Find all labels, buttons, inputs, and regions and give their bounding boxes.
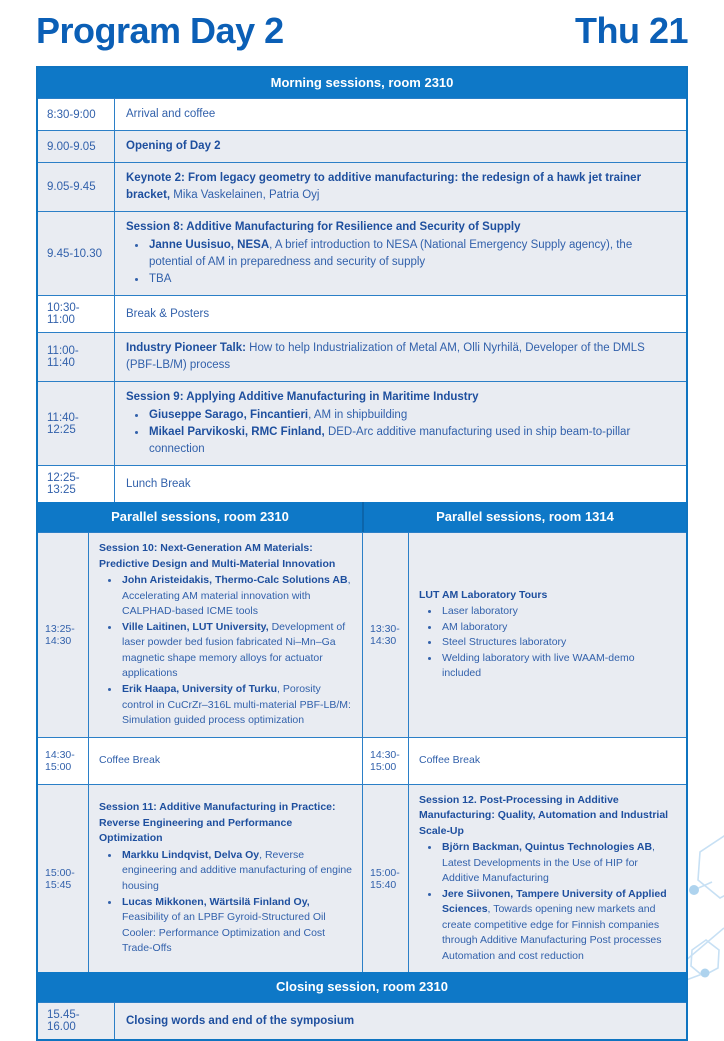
- schedule-row: [38, 211, 686, 295]
- bold-text: Session 10: Next-Generation AM Materials: Predictive Design and Multi-Material Innovation: [99, 542, 336, 570]
- time-cell: 14:30-15:00: [38, 737, 88, 784]
- bold-text: Lucas Mikkonen, Wärtsilä Finland Oy,: [122, 895, 310, 908]
- paragraph: [419, 588, 676, 604]
- bold-text: LUT AM Laboratory Tours: [419, 588, 548, 601]
- bullet-item: [147, 271, 675, 288]
- paragraph: [126, 138, 675, 155]
- parallel-right-header: Parallel sessions, room 1314: [362, 502, 686, 532]
- content-cell: [114, 382, 686, 465]
- content-cell: [114, 1003, 686, 1039]
- bullet-item: [120, 682, 352, 729]
- content-cell: [114, 163, 686, 211]
- morning-sessions-header: Morning sessions, room 2310: [38, 68, 686, 98]
- text: , Porosity control in CuCrZr–316L multi-material PBF-LB/M: Simulation guided process optimization: [122, 683, 351, 727]
- schedule-row: [38, 162, 686, 211]
- text: Coffee Break: [99, 753, 161, 766]
- text: How to help Industrialization of Metal AM, Olli Nyrhilä, Developer of the DMLS (PBF-LB/M) process: [126, 342, 645, 372]
- content-cell: [408, 784, 686, 973]
- text: , Latest Developments in the Use of HIP for Additive Manufacturing: [442, 841, 655, 885]
- bullet-list: [126, 407, 675, 458]
- text: Break & Posters: [126, 307, 210, 320]
- morning-rows: [38, 98, 686, 502]
- bullet-item: [440, 620, 676, 636]
- paragraph: [99, 753, 352, 769]
- content-cell: [408, 737, 686, 784]
- time-cell: 11:00-11:40: [38, 333, 114, 381]
- bullet-list: [126, 237, 675, 288]
- paragraph: [126, 389, 675, 406]
- paragraph: [126, 340, 675, 374]
- text: TBA: [149, 273, 172, 286]
- bold-text: Session 11: Additive Manufacturing in Practice: Reverse Engineering and Performance Optimization: [99, 801, 336, 845]
- text: Welding laboratory with live WAAM-demo included: [442, 651, 635, 680]
- bullet-item: [120, 620, 352, 682]
- text: Development of laser powder bed fusion fabricated Ni–Mn–Ga magnetic shape memory alloys for actuator applications: [122, 620, 346, 680]
- bold-text: Session 8: Additive Manufacturing for Resilience and Security of Supply: [126, 221, 521, 234]
- bold-text: Ville Laitinen, LUT University,: [122, 620, 269, 633]
- time-cell: 12:25-13:25: [38, 466, 114, 502]
- time-cell: 10:30-11:00: [38, 296, 114, 332]
- bold-text: Janne Uusisuo, NESA: [149, 239, 270, 252]
- time-cell: 9.00-9.05: [38, 131, 114, 162]
- closing-session-header: Closing session, room 2310: [38, 972, 686, 1002]
- bold-text: John Aristeidakis, Thermo-Calc Solutions AB: [122, 574, 348, 587]
- schedule-row: [38, 295, 686, 332]
- paragraph: [126, 1013, 675, 1030]
- bullet-list: [419, 840, 676, 964]
- bullet-item: [440, 651, 676, 682]
- bullet-item: [147, 424, 675, 458]
- closing-rows: [38, 1002, 686, 1039]
- text: Arrival and coffee: [126, 108, 216, 120]
- bullet-item: [147, 407, 675, 424]
- text: Laser laboratory: [442, 605, 518, 618]
- bold-text: Markku Lindqvist, Delva Oy: [122, 848, 260, 861]
- content-cell: [114, 296, 686, 332]
- bold-text: Closing words and end of the symposium: [126, 1014, 355, 1027]
- bullet-item: [440, 604, 676, 620]
- program-table: [36, 66, 688, 1041]
- time-cell: 15.45-16.00: [38, 1003, 114, 1039]
- time-cell: 15:00-15:40: [362, 784, 408, 973]
- schedule-row: [38, 332, 686, 381]
- text: Steel Structures laboratory: [442, 636, 567, 649]
- text: , AM in shipbuilding: [308, 409, 408, 422]
- content-cell: [114, 333, 686, 381]
- schedule-row: [38, 465, 686, 502]
- schedule-row: [38, 98, 686, 130]
- time-cell: 11:40-12:25: [38, 382, 114, 465]
- content-cell: [88, 532, 362, 736]
- paragraph: [126, 306, 675, 323]
- time-cell: 13:25-14:30: [38, 532, 88, 736]
- bold-text: Session 9: Applying Additive Manufacturing in Maritime Industry: [126, 391, 479, 404]
- page-date: Thu 21: [574, 10, 688, 51]
- bold-text: Industry Pioneer Talk:: [126, 342, 246, 355]
- bullet-item: [440, 887, 676, 965]
- schedule-row: [38, 1002, 686, 1039]
- paragraph: [126, 170, 675, 204]
- time-cell: 8:30-9:00: [38, 99, 114, 130]
- schedule-row: [38, 130, 686, 162]
- text: , Reverse engineering and additive manufacturing of engine housing: [122, 848, 353, 893]
- text: AM laboratory: [442, 620, 508, 633]
- parallel-left-header: Parallel sessions, room 2310: [111, 509, 289, 525]
- text: , Towards opening new markets and create competitive edge for Finnish companies through Additive Manufacturing Post processes Automation and cost reduction: [442, 903, 662, 962]
- page-header: [36, 10, 688, 52]
- content-cell: [88, 784, 362, 973]
- content-cell: [114, 131, 686, 162]
- content-cell: [114, 466, 686, 502]
- text: Mika Vaskelainen, Patria Oyj: [170, 189, 320, 202]
- paragraph: [126, 106, 675, 123]
- parallel-sessions-header: [38, 502, 686, 532]
- bullet-item: [120, 895, 352, 957]
- bullet-item: [120, 848, 352, 895]
- bold-text: Jere Siivonen, Tampere University of Applied Sciences: [442, 887, 667, 916]
- content-cell: [114, 99, 686, 130]
- content-cell: [408, 532, 686, 736]
- paragraph: [419, 753, 676, 769]
- time-cell: 15:00-15:45: [38, 784, 88, 973]
- parallel-rows: [38, 532, 686, 972]
- text: Coffee Break: [419, 753, 481, 766]
- bold-text: Erik Haapa, University of Turku: [122, 683, 278, 695]
- text: DED-Arc additive manufacturing used in ship beam-to-pillar connection: [149, 426, 631, 456]
- bold-text: Björn Backman, Quintus Technologies AB: [442, 841, 653, 854]
- paragraph: [419, 793, 676, 840]
- page-title: Program Day 2: [36, 10, 284, 51]
- bullet-list: [99, 848, 352, 957]
- bold-text: Mikael Parvikoski, RMC Finland,: [149, 426, 325, 439]
- content-cell: [88, 737, 362, 784]
- bullet-item: [440, 840, 676, 887]
- paragraph: [99, 541, 352, 572]
- paragraph: [126, 476, 675, 493]
- bullet-list: [419, 604, 676, 682]
- bullet-item: [120, 573, 352, 620]
- bullet-list: [99, 573, 352, 728]
- paragraph: [126, 219, 675, 236]
- content-cell: [114, 212, 686, 295]
- paragraph: [99, 800, 352, 847]
- bullet-item: [147, 237, 675, 271]
- bullet-item: [440, 635, 676, 651]
- text: , Accelerating AM material innovation with CALPHAD-based ICME tools: [122, 574, 351, 618]
- time-cell: 9.05-9.45: [38, 163, 114, 211]
- bold-text: Session 12. Post-Processing in Additive Manufacturing: Quality, Automation and Industrial Scale-Up: [419, 793, 669, 837]
- time-cell: 13:30-14:30: [362, 532, 408, 736]
- time-cell: 9.45-10.30: [38, 212, 114, 295]
- text: Feasibility of an LPBF Gyroid-Structured Oil Cooler: Performance Optimization and Cost Trade-Offs: [122, 911, 326, 955]
- text: Lunch Break: [126, 477, 191, 490]
- schedule-row: [38, 381, 686, 465]
- bold-text: Keynote 2: From legacy geometry to additive manufacturing: the redesign of a hawk jet trainer bracket,: [126, 172, 642, 202]
- bold-text: Opening of Day 2: [126, 140, 221, 153]
- text: , A brief introduction to NESA (National Emergency Supply agency), the potential of AM in preparedness and security of supply: [149, 239, 633, 269]
- time-cell: 14:30-15:00: [362, 737, 408, 784]
- bold-text: Giuseppe Sarago, Fincantieri: [149, 409, 309, 422]
